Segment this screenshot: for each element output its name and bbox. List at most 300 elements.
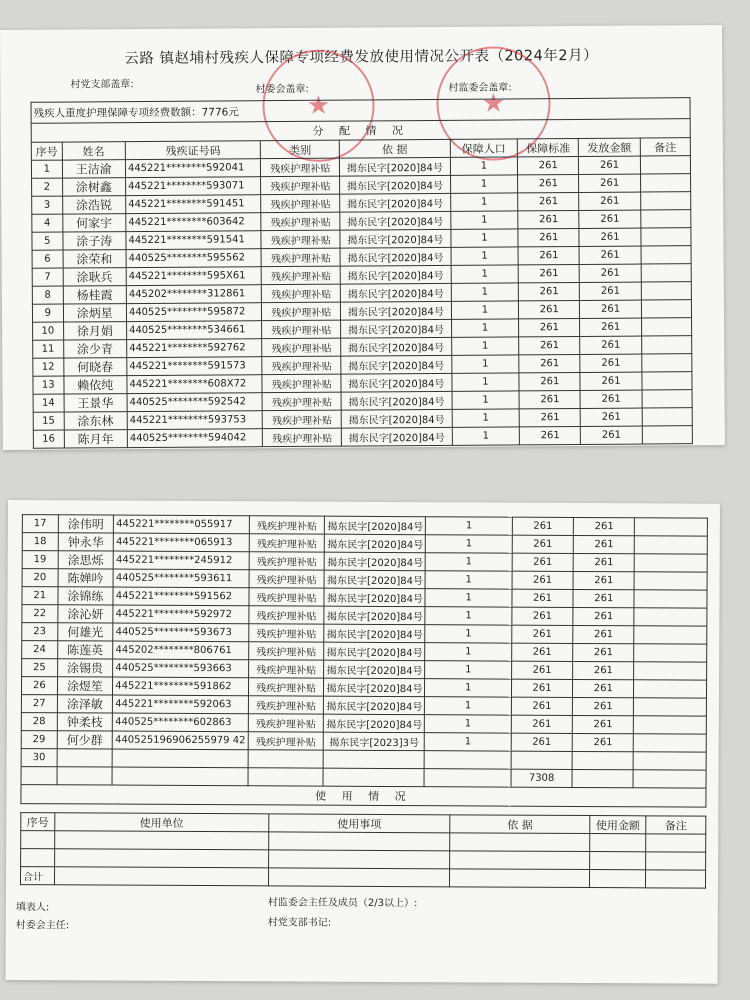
policy-basis: 揭东民字[2020]84号 [340,193,450,212]
column-header: 使用单位 [55,813,269,832]
document-page-1 [0,25,725,450]
policy-basis: 揭东民字[2020]84号 [324,588,425,607]
subsidy-category: 残疾护理补贴 [248,696,324,714]
policy-basis: 揭东民字[2020]84号 [341,319,451,338]
row-index: 29 [21,731,57,749]
subsidy-category: 残疾护理补贴 [262,338,341,357]
disability-id: 445221********608X72 [127,375,263,394]
row-index: 23 [22,623,58,641]
remark-cell [634,680,707,698]
row-index: 15 [33,412,64,430]
committee-head-label: 村委会主任: [15,920,70,932]
covered-persons: 1 [452,427,520,445]
policy-basis: 揭东民字[2023]3号 [324,732,425,751]
column-header: 序号 [21,813,55,831]
column-header: 使用事项 [268,814,450,833]
remark-cell [642,426,692,444]
issued-amount: 261 [573,553,634,571]
covered-persons: 1 [450,193,518,211]
standard-amount [511,751,572,769]
policy-basis: 揭东民字[2020]84号 [324,642,425,661]
committee-seal-label: 村委会盖章: [255,83,309,96]
issued-amount: 261 [572,715,633,733]
covered-persons: 1 [450,229,518,247]
usage-total-label: 合计 [20,867,54,885]
row-index: 10 [33,322,64,340]
standard-amount: 261 [519,282,580,300]
issued-amount: 261 [580,264,641,282]
issued-amount: 261 [579,228,640,246]
column-header: 发放金额 [579,138,640,156]
standard-amount: 261 [518,192,579,210]
person-name: 钟永华 [58,533,114,551]
person-name: 涂思烁 [58,551,114,569]
policy-basis: 揭东民字[2020]84号 [324,696,425,715]
party-secretary-label: 村党支部书记: [267,917,332,929]
disability-id: 440525********594042 [127,429,263,448]
covered-persons: 1 [452,391,520,409]
standard-amount: 261 [512,643,573,661]
remark-cell [635,536,708,554]
standard-amount: 261 [512,625,573,643]
issued-amount: 261 [580,300,641,318]
issued-amount: 261 [580,354,641,372]
row-index: 27 [21,695,57,713]
disability-id: 445221********593071 [126,177,262,196]
row-index: 26 [21,677,57,695]
remark-cell [641,246,691,264]
standard-amount: 261 [518,228,579,246]
remark-cell [641,228,691,246]
row-index: 17 [22,515,58,533]
person-name: 涂锦练 [58,587,114,605]
row-index: 8 [32,286,63,304]
disability-id: 440525********595562 [126,249,262,268]
person-name: 陈婵吟 [58,569,114,587]
row-index: 14 [33,394,64,412]
covered-persons: 1 [425,661,511,679]
issued-amount: 261 [573,661,634,679]
fund-amount: 残疾人重度护理保障专项经费数额：7776元 [31,98,690,124]
person-name: 涂耿兵 [63,268,126,286]
standard-amount: 261 [511,733,572,751]
disability-id: 445221********591573 [127,357,263,376]
issued-amount: 261 [573,589,634,607]
row-index: 7 [32,268,63,286]
issued-amount: 261 [581,426,642,444]
standard-amount: 261 [519,354,580,372]
policy-basis: 揭东民字[2020]84号 [324,714,425,733]
column-header: 使用金额 [590,816,646,834]
remark-cell [633,752,706,770]
covered-persons [425,751,511,769]
subsidy-category: 残疾护理补贴 [249,552,325,570]
covered-persons: 1 [451,373,519,391]
person-name: 赖依纯 [64,376,127,394]
person-name: 涂炳星 [63,304,126,322]
column-header: 序号 [31,142,62,160]
person-name: 涂伟明 [58,515,114,533]
row-index: 11 [33,340,64,358]
person-name: 杨桂霞 [63,286,126,304]
standard-amount: 261 [518,210,579,228]
issued-amount: 261 [573,571,634,589]
disability-id: 445221********065913 [114,533,250,552]
person-name: 何家宇 [62,214,125,232]
document-title: 云路 镇赵埔村残疾人保障专项经费发放使用情况公开表（2024年2月） [124,47,599,68]
covered-persons: 1 [426,535,512,553]
standard-amount: 261 [512,553,573,571]
column-header: 依 据 [339,139,449,158]
subsidy-category: 残疾护理补贴 [263,410,342,429]
issued-amount: 261 [573,697,634,715]
row-index: 1 [31,160,62,178]
row-index: 5 [32,232,63,250]
subsidy-category: 残疾护理补贴 [249,588,325,606]
blank-cell [21,767,57,785]
remark-cell [634,734,707,752]
disability-id: 445221********595X61 [126,267,262,286]
standard-amount: 261 [519,300,580,318]
disability-id: 440525196906255979 42 [112,731,248,750]
subsidy-category: 残疾护理补贴 [262,374,341,393]
subsidy-category: 残疾护理补贴 [248,714,324,732]
person-name: 何少群 [57,731,113,749]
covered-persons: 1 [450,157,518,175]
subsidy-category: 残疾护理补贴 [248,660,324,678]
person-name: 徐月娟 [63,322,126,340]
person-name: 涂荣和 [63,250,126,268]
row-index: 16 [33,430,64,448]
person-name: 涂煜笙 [57,677,113,695]
covered-persons: 1 [425,733,511,751]
person-name: 钟柔枝 [57,713,113,731]
disability-id: 445221********055917 [114,515,250,534]
remark-cell [634,698,707,716]
standard-amount: 261 [512,607,573,625]
allocation-section-title: 分 配 情 况 [31,119,690,143]
policy-basis: 揭东民字[2020]84号 [324,606,425,625]
standard-amount: 261 [519,336,580,354]
person-name: 涂锡贵 [57,659,113,677]
subsidy-category: 残疾护理补贴 [248,624,324,642]
column-header: 残疾证号码 [125,141,261,160]
standard-amount: 261 [519,390,580,408]
policy-basis: 揭东民字[2020]84号 [341,355,451,374]
remark-cell [641,300,691,318]
disability-id: 445221********591562 [113,587,249,606]
subsidy-category: 残疾护理补贴 [261,212,340,231]
standard-amount: 261 [511,715,572,733]
policy-basis: 揭东民字[2020]84号 [324,624,425,643]
standard-amount: 261 [512,589,573,607]
supervision-seal-label: 村监委会盖章: [448,82,512,94]
row-index: 30 [21,749,57,767]
person-name: 陈莲英 [57,641,113,659]
row-index: 22 [22,605,58,623]
person-name [57,749,113,767]
remark-cell [642,408,692,426]
covered-persons: 1 [426,571,512,589]
issued-amount: 261 [573,643,634,661]
person-name: 涂东林 [64,412,127,430]
disability-id [112,749,248,768]
remark-cell [634,644,707,662]
policy-basis: 揭东民字[2020]84号 [340,283,450,302]
standard-amount: 261 [519,372,580,390]
remark-cell [641,354,691,372]
row-index: 9 [32,304,63,322]
issued-amount: 261 [573,607,634,625]
policy-basis: 揭东民字[2020]84号 [340,211,450,230]
issued-amount: 261 [579,192,640,210]
star-icon: ★ [481,88,506,119]
subsidy-category: 残疾护理补贴 [261,176,340,195]
covered-persons: 1 [425,643,511,661]
standard-amount: 261 [512,517,573,535]
row-index: 20 [22,569,58,587]
subsidy-category: 残疾护理补贴 [249,570,325,588]
remark-cell [642,372,692,390]
issued-amount: 261 [580,372,641,390]
subsidy-category: 残疾护理补贴 [261,194,340,213]
disability-id: 440525********595872 [126,303,262,322]
person-name: 陈月年 [64,430,127,448]
disability-id: 440525********593663 [113,659,249,678]
remark-cell [635,554,708,572]
standard-amount: 261 [520,426,581,444]
remark-cell [635,518,708,536]
column-header: 姓名 [62,142,125,160]
covered-persons: 1 [451,319,519,337]
disability-id: 440525********602863 [113,713,249,732]
allocation-table-continued [20,514,708,808]
disability-id: 445221********592972 [113,605,249,624]
person-name: 涂浩锐 [62,196,125,214]
subsidy-category: 残疾护理补贴 [262,284,341,303]
subsidy-category: 残疾护理补贴 [262,302,341,321]
disability-id: 445221********591451 [126,195,262,214]
remark-cell [640,210,690,228]
covered-persons: 1 [425,715,511,733]
policy-basis: 揭东民字[2020]84号 [340,247,450,266]
policy-basis [324,750,425,769]
covered-persons: 1 [425,607,511,625]
covered-persons: 1 [425,625,511,643]
row-index: 18 [22,533,58,551]
policy-basis: 揭东民字[2020]84号 [341,391,451,410]
row-index: 24 [22,641,58,659]
row-index: 25 [22,659,58,677]
subsidy-category: 残疾护理补贴 [249,516,325,534]
disability-id: 445202********312861 [126,285,262,304]
disability-id: 445221********245912 [113,551,249,570]
usage-table [20,812,706,889]
standard-amount: 261 [512,535,573,553]
subsidy-category: 残疾护理补贴 [263,428,342,447]
remark-cell [640,174,690,192]
table-row [33,426,692,449]
standard-amount: 261 [518,246,579,264]
subsidy-category [248,750,324,768]
person-name: 涂泽敏 [57,695,113,713]
issued-amount: 261 [573,679,634,697]
policy-basis: 揭东民字[2020]84号 [341,301,451,320]
covered-persons: 1 [425,697,511,715]
subsidy-category: 残疾护理补贴 [248,732,324,750]
standard-amount: 261 [511,697,572,715]
remark-cell [634,608,707,626]
disability-id: 445221********592063 [113,695,249,714]
row-index: 6 [32,250,63,268]
issued-amount: 261 [580,336,641,354]
person-name: 涂沁妍 [57,605,113,623]
remark-cell [641,282,691,300]
disability-id: 445202********806761 [113,641,249,660]
remark-cell [634,572,707,590]
person-name: 何晓春 [63,358,126,376]
covered-persons: 1 [451,265,519,283]
remark-cell [642,390,692,408]
issued-amount: 261 [573,535,634,553]
issued-amount: 261 [580,282,641,300]
covered-persons: 1 [450,211,518,229]
issued-amount: 261 [579,156,640,174]
person-name: 王景华 [64,394,127,412]
remark-cell [634,716,707,734]
subsidy-category: 残疾护理补贴 [261,158,340,177]
subsidy-category: 残疾护理补贴 [262,266,341,285]
disability-id: 445221********591862 [113,677,249,696]
subsidy-category: 残疾护理补贴 [262,356,341,375]
disability-id: 440525********593673 [113,623,249,642]
covered-persons: 1 [426,517,512,535]
issued-amount: 261 [579,174,640,192]
policy-basis: 揭东民字[2020]84号 [324,678,425,697]
person-name: 涂少青 [63,340,126,358]
issued-amount: 261 [580,318,641,336]
remark-cell [640,192,690,210]
disability-id: 445221********592762 [127,339,263,358]
usage-section-title: 使 用 情 况 [21,785,706,808]
covered-persons: 1 [426,553,512,571]
standard-amount: 261 [511,661,572,679]
disability-id: 445221********591541 [126,231,262,250]
supervision-members-label: 村监委会主任及成员（2/3以上）: [267,897,418,910]
person-name: 涂子涛 [63,232,126,250]
standard-amount: 261 [518,264,579,282]
disability-id: 445221********593753 [127,411,263,430]
row-index: 13 [33,376,64,394]
issued-amount: 261 [579,246,640,264]
subsidy-category: 残疾护理补贴 [248,642,324,660]
disability-id: 440525********534661 [127,321,263,340]
column-header: 备注 [646,816,706,834]
row-index: 12 [33,358,64,376]
issued-amount: 261 [579,210,640,228]
policy-basis: 揭东民字[2020]84号 [324,660,425,679]
covered-persons: 1 [450,175,518,193]
person-name: 何雄光 [57,623,113,641]
row-index: 3 [32,196,63,214]
subsidy-category: 残疾护理补贴 [262,320,341,339]
policy-basis: 揭东民字[2020]84号 [340,265,450,284]
document-page-2 [5,500,720,984]
policy-basis: 揭东民字[2020]84号 [325,516,426,535]
remark-cell [640,156,690,174]
covered-persons: 1 [451,283,519,301]
row-index: 21 [22,587,58,605]
policy-basis: 揭东民字[2020]84号 [341,337,451,356]
issued-amount [572,751,633,769]
issued-amount: 261 [572,733,633,751]
row-index: 28 [21,713,57,731]
row-index: 4 [32,214,63,232]
covered-persons: 1 [451,355,519,373]
row-index: 2 [32,178,63,196]
remark-cell [634,662,707,680]
issued-amount: 261 [573,625,634,643]
covered-persons: 1 [451,337,519,355]
covered-persons: 1 [451,247,519,265]
policy-basis: 揭东民字[2020]84号 [341,427,451,446]
remark-cell [641,318,691,336]
subsidy-category: 残疾护理补贴 [248,678,324,696]
subsidy-category: 残疾护理补贴 [249,534,325,552]
person-name: 涂树鑫 [62,178,125,196]
disability-id: 445221********592041 [125,159,261,178]
disability-id: 440525********592542 [127,393,263,412]
person-name: 王洁渝 [62,160,125,178]
policy-basis: 揭东民字[2020]84号 [340,175,450,194]
subsidy-category: 残疾护理补贴 [263,392,342,411]
allocation-total: 7308 [511,769,572,787]
standard-amount: 261 [512,571,573,589]
issued-amount: 261 [580,390,641,408]
remark-cell [634,626,707,644]
covered-persons: 1 [425,589,511,607]
policy-basis: 揭东民字[2020]84号 [341,409,451,428]
standard-amount: 261 [518,156,579,174]
standard-amount: 261 [511,679,572,697]
remark-cell [641,336,691,354]
subsidy-category: 残疾护理补贴 [249,606,325,624]
covered-persons: 1 [452,409,520,427]
covered-persons: 1 [451,301,519,319]
column-header: 类别 [261,140,340,159]
policy-basis: 揭东民字[2020]84号 [325,534,426,553]
star-icon: ★ [306,90,331,121]
subsidy-category: 残疾护理补贴 [261,230,340,249]
policy-basis: 揭东民字[2020]84号 [340,229,450,248]
row-index: 19 [22,551,58,569]
policy-basis: 揭东民字[2020]84号 [325,570,426,589]
party-seal-label: 村党支部盖章: [70,79,134,91]
standard-amount: 261 [518,174,579,192]
disability-id: 440525********593611 [113,569,249,588]
subsidy-category: 残疾护理补贴 [262,248,341,267]
disability-id: 445221********603642 [126,213,262,232]
allocation-table [31,97,693,449]
policy-basis: 揭东民字[2020]84号 [340,157,450,176]
column-header: 依 据 [450,815,590,834]
issued-amount: 261 [574,517,635,535]
policy-basis: 揭东民字[2020]84号 [341,373,451,392]
policy-basis: 揭东民字[2020]84号 [325,552,426,571]
standard-amount: 261 [519,408,580,426]
column-header: 备注 [640,138,690,156]
remark-cell [634,590,707,608]
